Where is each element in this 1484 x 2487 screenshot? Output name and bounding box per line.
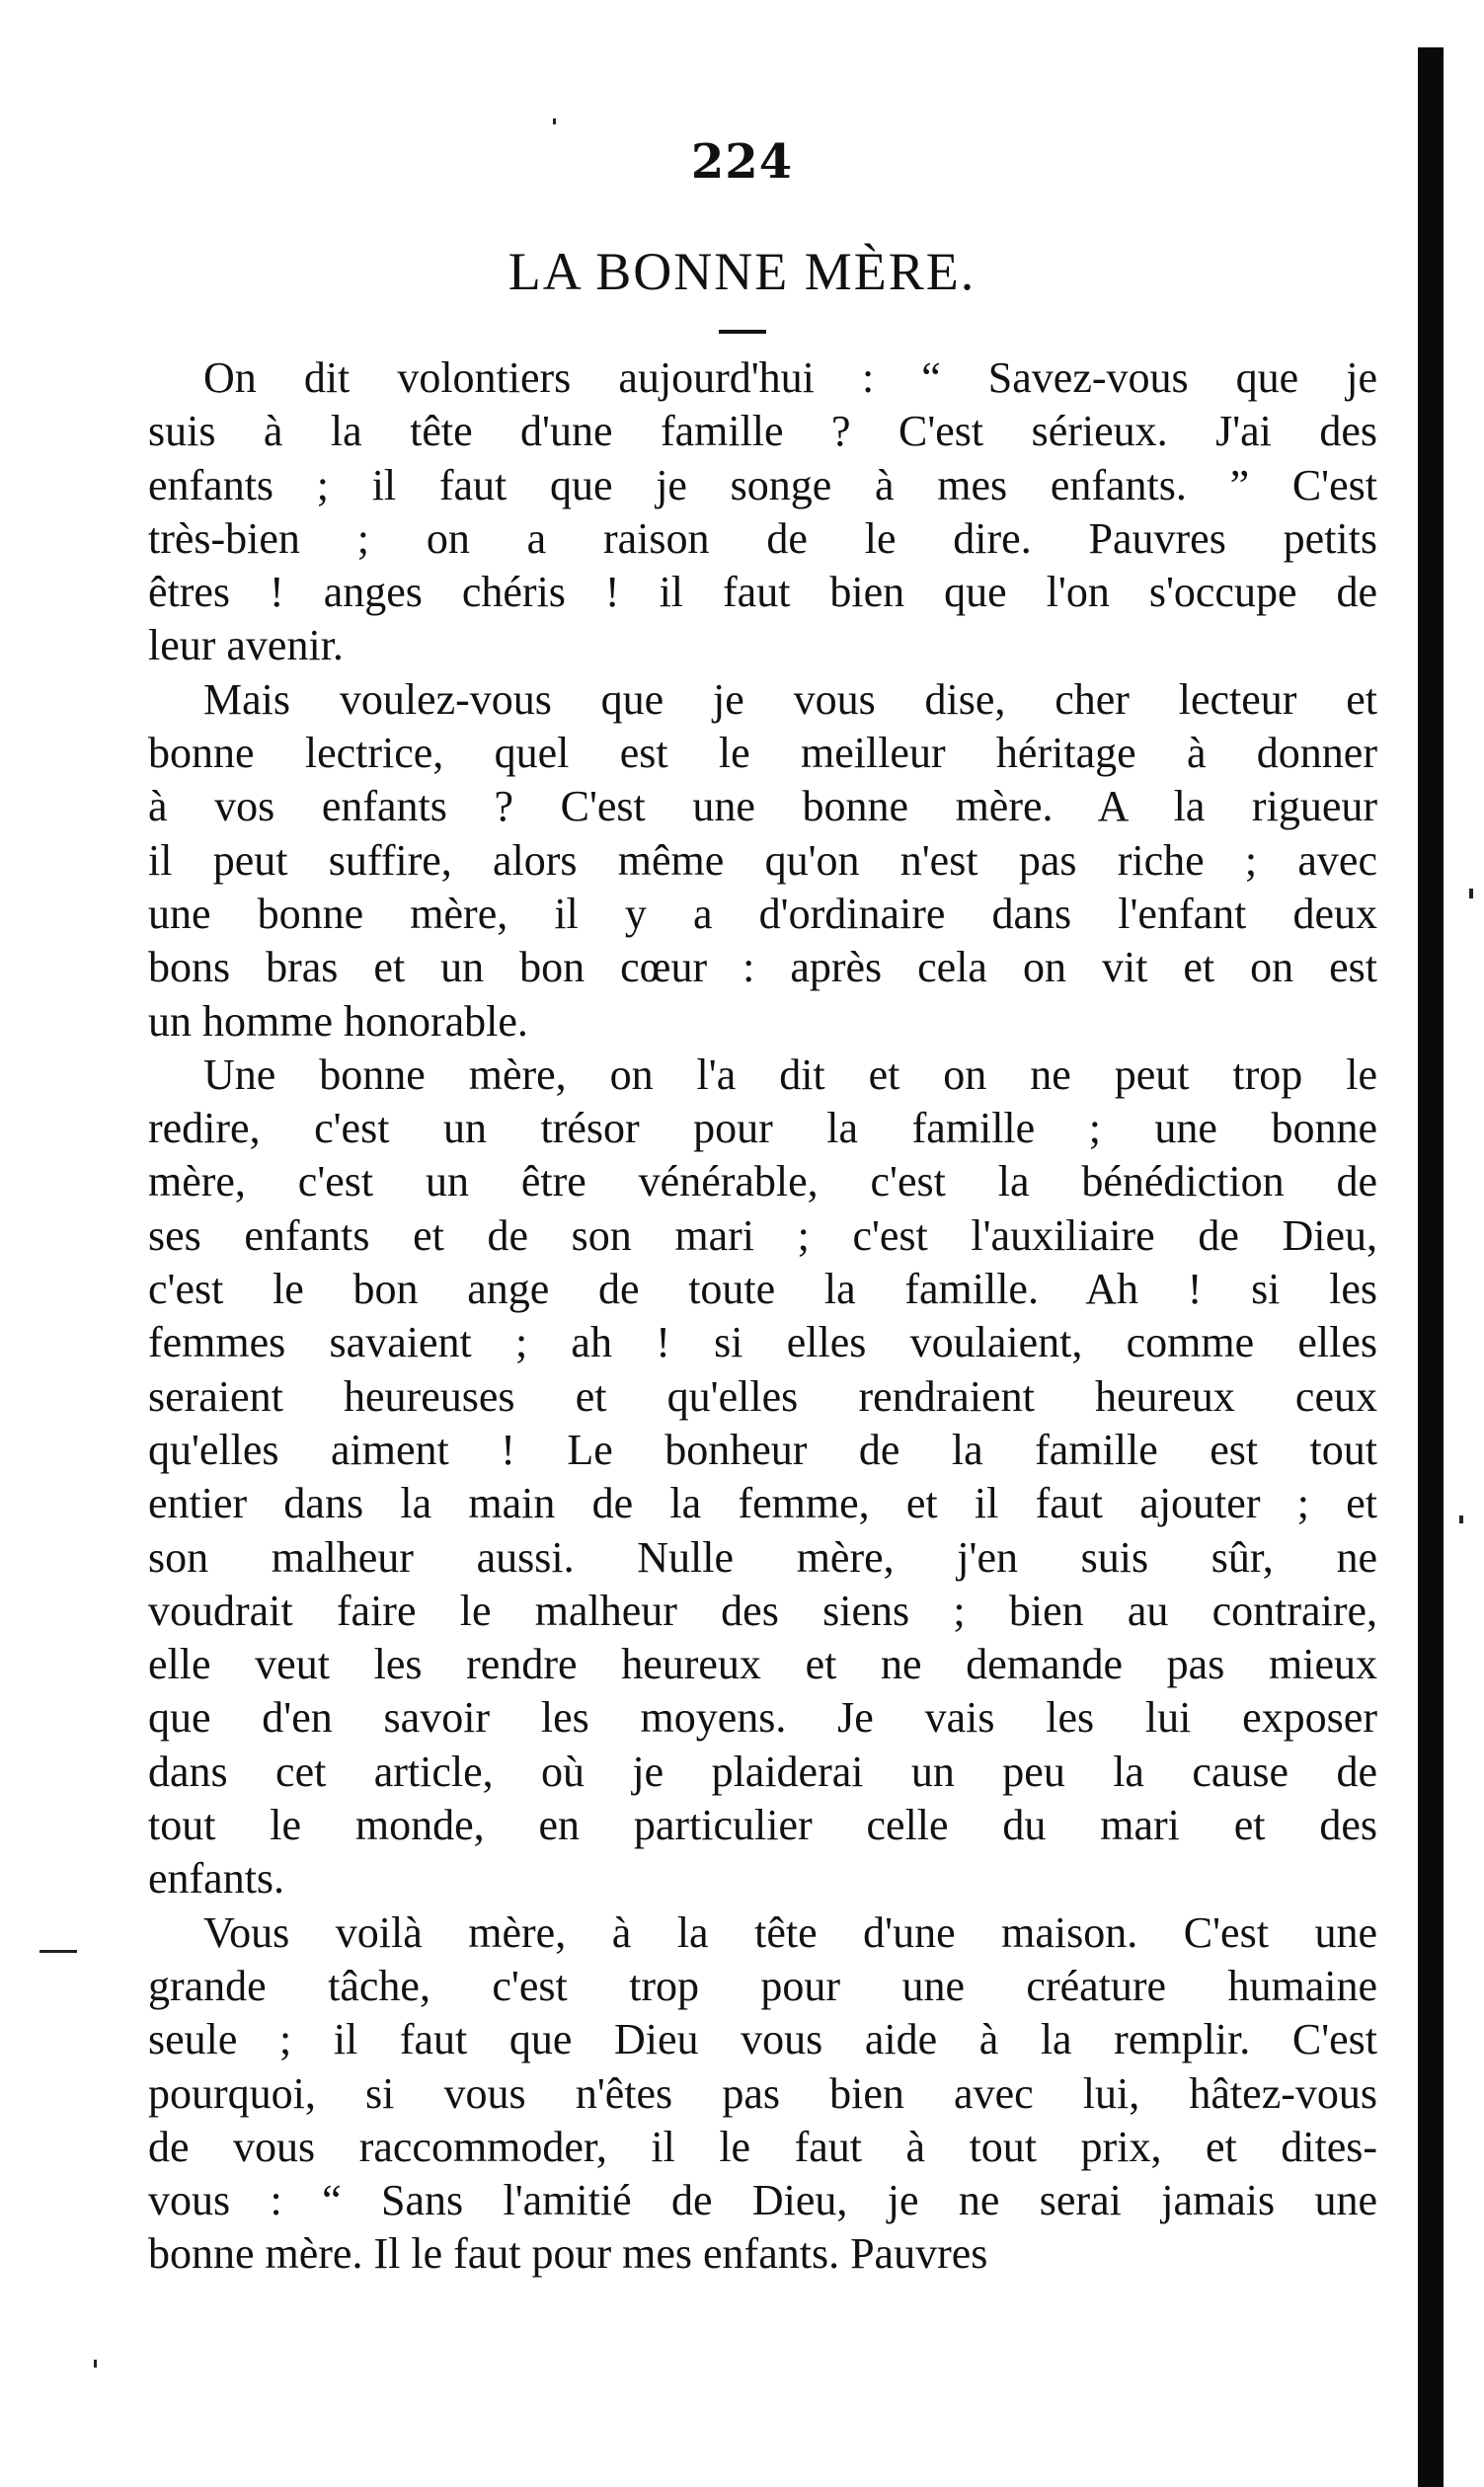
margin-dot-mark [1459,1516,1463,1523]
text-line: entier dans la main de la femme, et il faut ajouter ; et [148,1479,1377,1528]
text-line: suis à la tête d'une famille ? C'est sérieux. J'ai des [148,407,1377,456]
text-line: dans cet article, où je plaiderai un peu la cause de [148,1747,1377,1796]
text-line: que d'en savoir les moyens. Je vais les lui exposer [148,1693,1377,1743]
margin-dash-mark [39,1950,77,1953]
text-line: il peut suffire, alors même qu'on n'est pas riche ; avec [148,835,1377,885]
text-line: c'est le bon ange de toute la famille. Ah ! si les [148,1265,1377,1314]
text-line: grande tâche, c'est trop pour une créature humaine [148,1961,1377,2010]
text-line: Mais voulez-vous que je vous dise, cher lecteur et [203,674,1377,724]
margin-dot-mark [553,118,556,124]
page-edge-bar [1418,47,1444,2487]
text-line: leur avenir. [148,621,344,670]
margin-dot-mark [1469,889,1473,898]
text-line: redire, c'est un trésor pour la famille ; une bonne [148,1104,1377,1153]
text-line: bonne mère. Il le faut pour mes enfants. Pauvres [148,2229,988,2279]
text-line: elle veut les rendre heureux et ne demande pas mieux [148,1640,1377,1689]
text-line: On dit volontiers aujourd'hui : “ Savez-vous que je [203,353,1377,402]
text-line: son malheur aussi. Nulle mère, j'en suis sûr, ne [148,1532,1377,1582]
text-line: une bonne mère, il y a d'ordinaire dans l'enfant deux [148,889,1377,938]
title-rule [719,330,766,334]
text-line: tout le monde, en particulier celle du mari et des [148,1801,1377,1850]
text-line: êtres ! anges chéris ! il faut bien que l'on s'occupe de [148,568,1377,617]
text-line: enfants. [148,1854,285,1904]
text-line: Une bonne mère, on l'a dit et on ne peut trop le [203,1049,1377,1099]
chapter-title: LA BONNE MÈRE. [508,242,976,301]
text-line: seule ; il faut que Dieu vous aide à la remplir. C'est [148,2015,1377,2064]
margin-dot-mark [94,2360,97,2368]
text-line: très-bien ; on a raison de le dire. Pauvres petits [148,513,1377,563]
text-line: pourquoi, si vous n'êtes pas bien avec lui, hâtez-vous [148,2068,1377,2118]
text-line: vous : “ Sans l'amitié de Dieu, je ne serai jamais une [148,2176,1377,2225]
text-line: de vous raccommoder, il le faut à tout prix, et dites- [148,2122,1377,2171]
body-text [148,351,1377,2282]
text-line: seraient heureuses et qu'elles rendraient heureux ceux [148,1371,1377,1421]
text-line: bonne lectrice, quel est le meilleur héritage à donner [148,729,1377,778]
text-line: ses enfants et de son mari ; c'est l'auxiliaire de Dieu, [148,1210,1377,1260]
text-line: Vous voilà mère, à la tête d'une maison. C'est une [203,1907,1377,1957]
text-line: un homme honorable. [148,996,528,1046]
text-line: femmes savaient ; ah ! si elles voulaient, comme elles [148,1318,1377,1367]
text-line: à vos enfants ? C'est une bonne mère. A la rigueur [148,782,1377,831]
text-line: qu'elles aiment ! Le bonheur de la famille est tout [148,1425,1377,1474]
text-line: voudrait faire le malheur des siens ; bien au contraire, [148,1586,1377,1635]
text-line: enfants ; il faut que je songe à mes enfants. ” C'est [148,460,1377,509]
text-line: bons bras et un bon cœur : après cela on vit et on est [148,943,1377,992]
text-line: mère, c'est un être vénérable, c'est la bénédiction de [148,1157,1377,1206]
page-number: 224 [690,134,794,190]
